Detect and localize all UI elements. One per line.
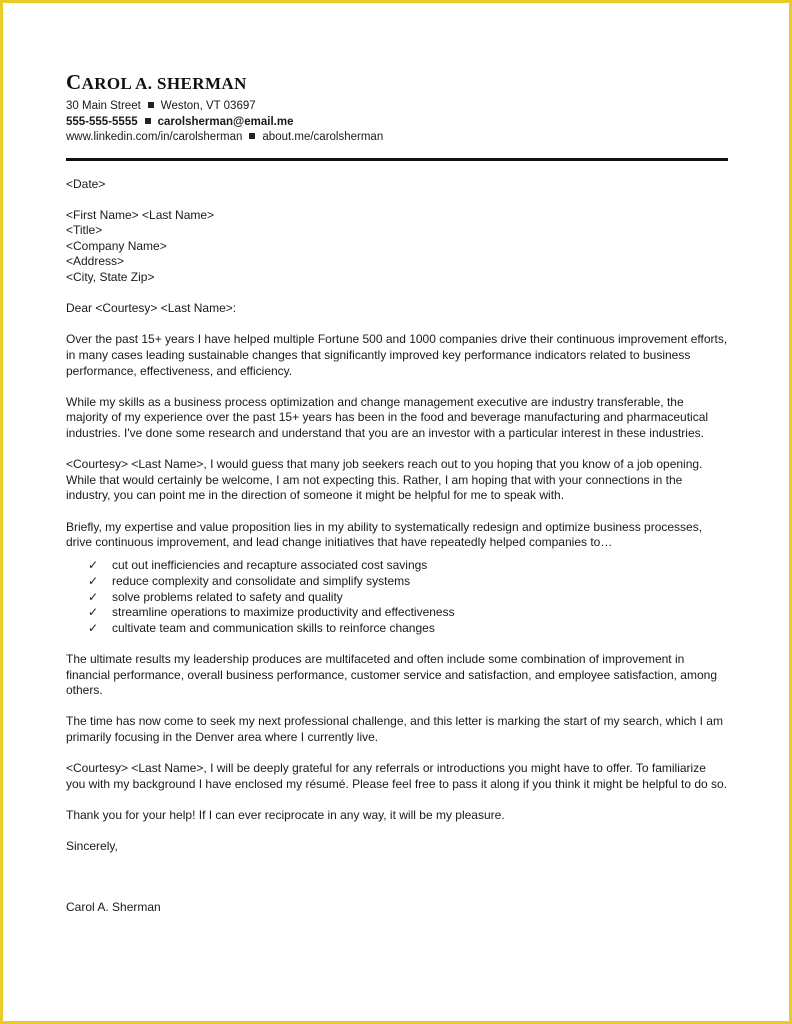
body-paragraph: <Courtesy> <Last Name>, I would guess that many job seekers reach out to you hoping that you know of a job opening. While that would certainly be welcome, I am not expecting this. Rather, I am hoping that with your connections in the industry, you can point me in the direction of someone it might be helpful for me to speak with. xyxy=(66,457,703,503)
body-paragraph: Briefly, my expertise and value proposition lies in my ability to systematically redesign and optimize business processes, drive continuous improvement, and lead change initiatives that have repeatedly helped companies to… xyxy=(66,519,703,550)
body-paragraph: Thank you for your help! If I can ever reciprocate in any way, it will be my pleasure. xyxy=(66,807,505,822)
square-bullet-icon xyxy=(145,118,151,124)
checkmark-icon: ✓ xyxy=(88,589,99,604)
square-bullet-icon xyxy=(249,133,255,139)
sender-address xyxy=(66,99,728,115)
closing: Sincerely, xyxy=(66,839,118,854)
body-paragraph: Over the past 15+ years I have helped multiple Fortune 500 and 1000 companies drive their continuous improvement efforts, in many cases leading sustainable changes that significantly improved key performance indicators related to business performance, effectiveness, and efficiency. xyxy=(66,332,728,378)
salutation: Dear <Courtesy> <Last Name>: xyxy=(66,301,237,316)
address-street: 30 Main Street xyxy=(66,100,141,112)
sender-name: CAROL A. SHERMAN xyxy=(66,70,247,94)
checkmark-icon: ✓ xyxy=(88,620,99,635)
list-item: ✓ streamline operations to maximize productivity and effectiveness xyxy=(88,605,455,620)
linkedin-link: www.linkedin.com/in/carolsherman xyxy=(66,131,243,143)
email: carolsherman@email.me xyxy=(157,115,294,128)
list-item: ✓ cultivate team and communication skills to reinforce changes xyxy=(88,620,435,635)
recipient-line: <City, State Zip> xyxy=(66,270,155,285)
signature-space xyxy=(66,855,728,900)
letter-date: <Date> xyxy=(66,176,106,191)
checkmark-icon: ✓ xyxy=(88,605,99,620)
recipient-block xyxy=(66,208,728,286)
letter-content xyxy=(66,69,728,931)
list-item: ✓ solve problems related to safety and quality xyxy=(88,589,343,604)
checkmark-icon: ✓ xyxy=(88,573,99,588)
recipient-line: <Address> xyxy=(66,254,125,269)
body-paragraph: The time has now come to seek my next professional challenge, and this letter is marking the start of my search, which I am primarily focusing in the Denver area where I currently live. xyxy=(66,714,723,744)
list-item: ✓ reduce complexity and consolidate and simplify systems xyxy=(88,573,411,588)
body-paragraph: The ultimate results my leadership produces are multifaceted and often include some combination of improvement in financial performance, overall business performance, customer service and satisfaction, and employee satisfaction, among others. xyxy=(66,651,717,698)
square-bullet-icon xyxy=(148,102,154,108)
checkmark-icon: ✓ xyxy=(88,558,99,573)
aboutme-link: about.me/carolsherman xyxy=(262,131,384,143)
header-divider xyxy=(66,158,728,161)
recipient-line: <Title> xyxy=(66,223,103,238)
sender-web xyxy=(66,130,728,146)
body-paragraph: <Courtesy> <Last Name>, I will be deeply grateful for any referrals or introductions you might have to offer. To familiarize you with my background I have enclosed my résumé. Please feel free to pass it along if you think it might be helpful to do so. xyxy=(66,761,728,791)
body-paragraph: While my skills as a business process optimization and change management executive are industry transferable, the majority of my experience over the past 15+ years has been in the food and beverage manufacturing and pharmaceutical industries. I've done some research and understand that you are an investor with a particular interest in these industries. xyxy=(66,394,709,440)
list-item: ✓ cut out inefficiencies and recapture associated cost savings xyxy=(88,558,428,573)
recipient-line: <Company Name> xyxy=(66,238,167,253)
address-city: Weston, VT 03697 xyxy=(160,100,256,112)
sender-phone-email xyxy=(66,115,728,131)
signature-name: Carol A. Sherman xyxy=(66,899,161,914)
phone: 555-555-5555 xyxy=(66,115,138,128)
achievement-list xyxy=(88,558,728,636)
recipient-line: <First Name> <Last Name> xyxy=(66,207,215,222)
